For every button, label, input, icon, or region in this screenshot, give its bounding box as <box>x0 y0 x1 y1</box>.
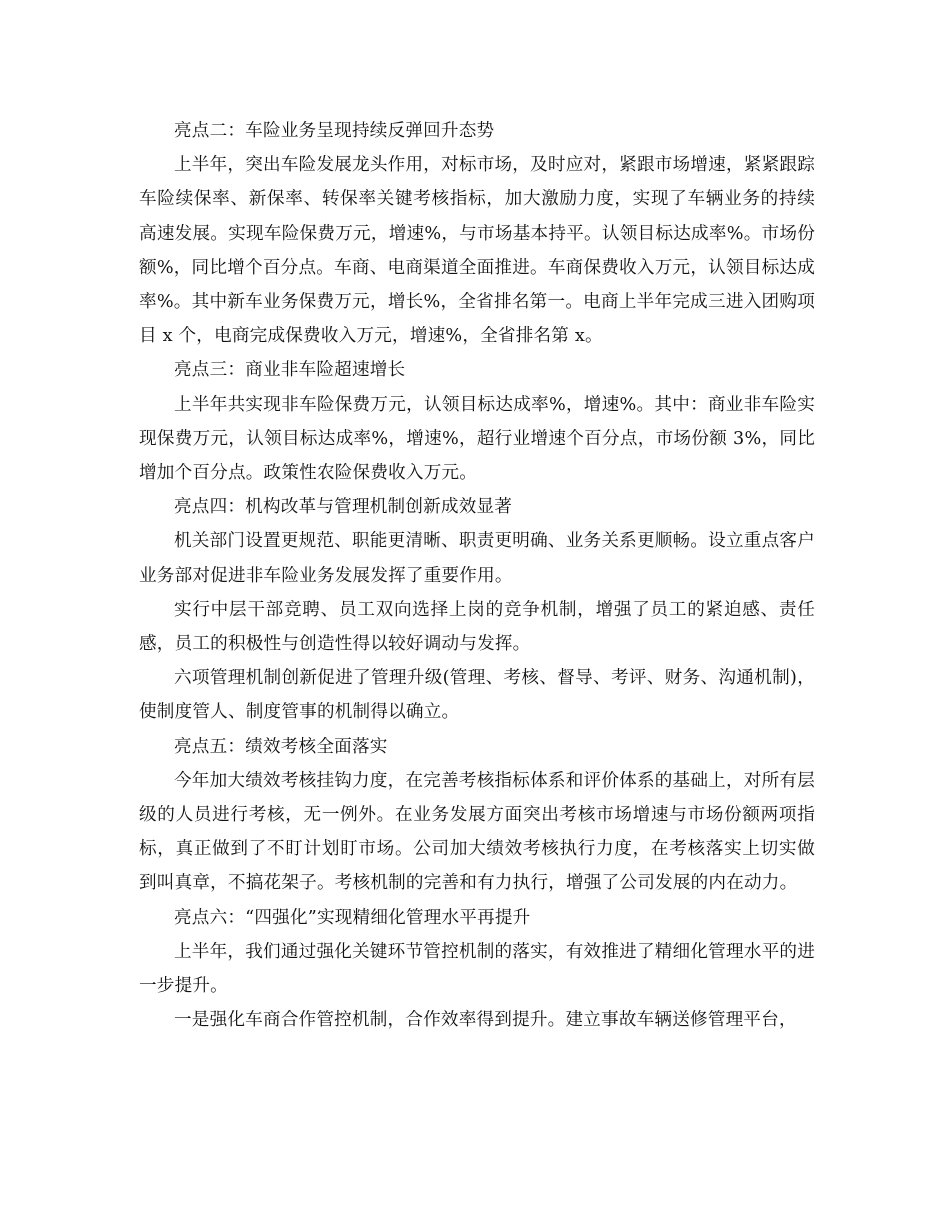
paragraph-performance-assessment: 今年加大绩效考核挂钩力度，在完善考核指标体系和评价体系的基础上，对所有层级的人员进行考核，无一例外。在业务发展方面突出考核市场增速与市场份额两项指标，真正做到了不盯计划盯市场。公司加大绩效考核执行力度，在考核落实上切实做到叫真章，不搞花架子。考核机制的完善和有力执行，增强了公司发展的内在动力。 <box>139 770 815 894</box>
paragraph-auto-insurance: 上半年，突出车险发展龙头作用，对标市场，及时应对，紧跟市场增速，紧紧跟踪车险续保率、新保率、转保率关键考核指标，加大激励力度，实现了车辆业务的持续高速发展。实现车险保费万元，增速%，与市场基本持平。认领目标达成率%。市场份额%，同比增个百分点。车商、电商渠道全面推进。车商保费收入万元，认领目标达成率%。其中新车业务保费万元，增长%，全省排名第一。电商上半年完成三进入团购项目 x 个，电商完成保费收入万元，增速%，全省排名第 x。 <box>139 155 815 347</box>
paragraph-management-innovation: 六项管理机制创新促进了管理升级(管理、考核、督导、考评、财务、沟通机制)，使制度管人、制度管事的机制得以确立。 <box>139 668 815 723</box>
heading-highlight-three: 亮点三：商业非车险超速增长 <box>174 360 406 381</box>
paragraph-non-auto-insurance: 上半年共实现非车险保费万元，认领目标达成率%，增速%。其中：商业非车险实现保费万元，认领目标达成率%，增速%，超行业增速个百分点，市场份额 3%，同比增加个百分点。政策性农险保费收入万元。 <box>139 394 815 484</box>
paragraph-refined-management: 上半年，我们通过强化关键环节管控机制的落实，有效推进了精细化管理水平的进一步提升。 <box>139 941 815 997</box>
document-body <box>139 114 815 1037</box>
heading-highlight-four: 亮点四：机构改革与管理机制创新成效显著 <box>174 497 513 518</box>
heading-highlight-six: 亮点六：“四强化”实现精细化管理水平再提升 <box>174 907 531 928</box>
paragraph-department-setup: 机关部门设置更规范、职能更清晰、职责更明确、业务关系更顺畅。设立重点客户业务部对促进非车险业务发展发挥了重要作用。 <box>139 531 815 586</box>
heading-highlight-five: 亮点五：绩效考核全面落实 <box>174 736 388 757</box>
heading-highlight-two: 亮点二：车险业务呈现持续反弹回升态势 <box>174 121 495 141</box>
paragraph-competition-mechanism: 实行中层干部竞聘、员工双向选择上岗的竞争机制，增强了员工的紧迫感、责任感，员工的积极性与创造性得以较好调动与发挥。 <box>139 599 815 655</box>
paragraph-dealer-cooperation: 一是强化车商合作管控机制，合作效率得到提升。建立事故车辆送修管理平台， <box>174 1010 797 1031</box>
